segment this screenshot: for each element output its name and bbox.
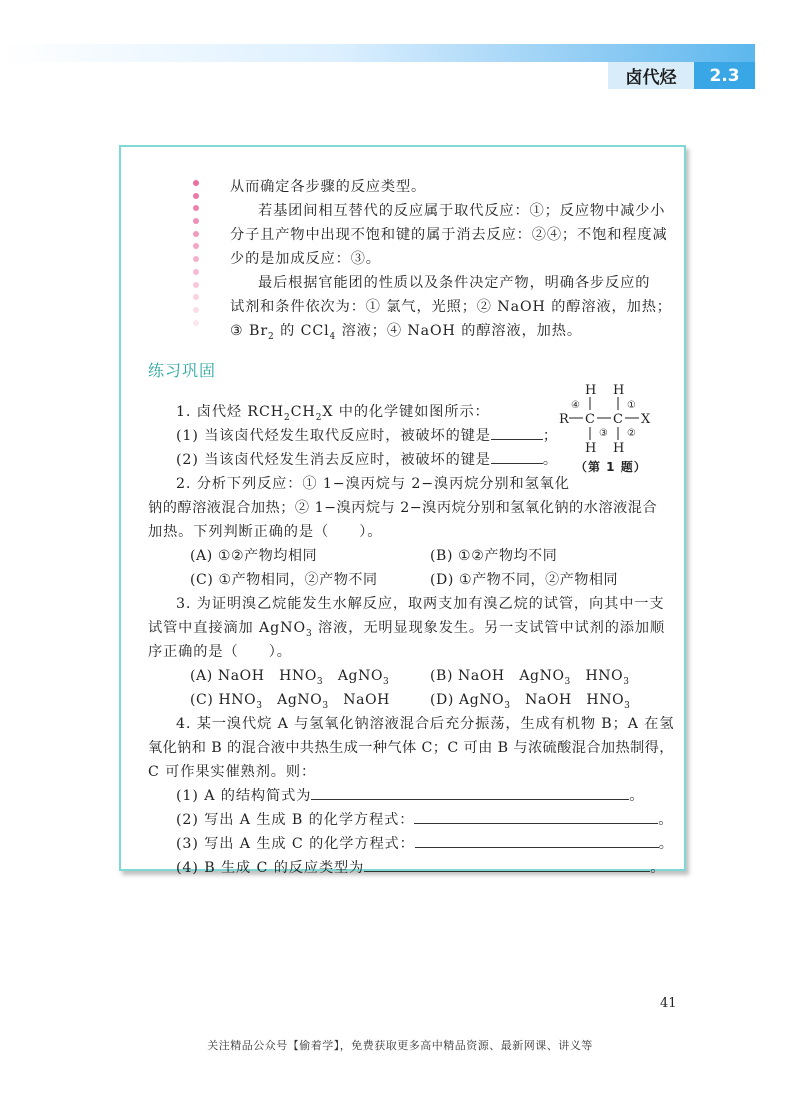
footer-note: 关注精品公众号【偷着学】，免费获取更多高中精品资源、最新网课、讲义等	[207, 1039, 593, 1052]
bond-number: ④	[571, 400, 580, 411]
question-3-line: 3. 为证明溴乙烷能发生水解反应，取两支加有溴乙烷的试管，向其中一支	[176, 596, 665, 612]
option-c[interactable]: (C) $HNO_3$ AgNO$_3$ NaOH	[190, 692, 390, 711]
question-1-stem: 1. 卤代烃 $RCH_2CH_2X$ 中的化学键如图所示：	[176, 404, 490, 423]
question-2-line: 2. 分析下列反应：① 1−溴丙烷与 2−溴丙烷分别和氢氧化	[176, 476, 570, 492]
question-4-part-3: (3) 写出 A 生成 C 的化学方程式： 。	[176, 832, 674, 856]
bond-number: ②	[627, 428, 636, 439]
option-a[interactable]: (A) ①②产物均相同	[190, 548, 318, 564]
question-4-line: C 可作果实催熟剂。则：	[148, 764, 317, 780]
answer-blank[interactable]	[414, 809, 658, 824]
panel-line: 少的是加成反应：③。	[230, 251, 381, 267]
atom-h: H	[613, 441, 625, 456]
question-1-part-1: (1) 当该卤代烃发生取代反应时，被破坏的键是 ；	[176, 424, 558, 448]
atom-h: H	[585, 383, 597, 398]
atom-c: C	[613, 412, 623, 427]
atom-x: X	[641, 412, 651, 427]
option-d[interactable]: (D) AgNO$_3$ NaOH $HNO_3$	[430, 692, 631, 711]
answer-blank[interactable]	[311, 785, 629, 800]
question-1-part-2: (2) 当该卤代烃发生消去反应时，被破坏的键是 。	[176, 448, 558, 472]
panel-line: 最后根据官能团的性质以及条件决定产物，明确各步反应的	[258, 275, 651, 291]
bond-number: ③	[599, 428, 608, 439]
panel-line: 分子且产物中出现不饱和键的属于消去反应：②④；不饱和程度减	[230, 227, 668, 243]
section-title: 练习巩固	[148, 361, 217, 380]
chapter-title: 卤代烃	[608, 62, 694, 89]
panel-line: ③ $Br_2$ 的 CCl$_4$ 溶液；④ NaOH 的醇溶液，加热。	[230, 323, 582, 342]
option-c[interactable]: (C) ①产物相同，②产物不同	[190, 572, 378, 588]
atom-r: R	[559, 412, 569, 427]
question-3-line: 试管中直接滴加 AgNO$_3$ 溶液，无明显现象发生。另一支试管中试剂的添加顺	[148, 620, 666, 639]
question-2-line: 钠的醇溶液混合加热；② 1−溴丙烷与 2−溴丙烷分别和氢氧化钠的水溶液混合	[148, 500, 658, 516]
option-b[interactable]: (B) ①②产物均不同	[430, 548, 558, 564]
panel-line: 若基团间相互替代的反应属于取代反应：①；反应物中减少小	[258, 203, 666, 219]
atom-h: H	[585, 441, 597, 456]
panel-line: 试剂和条件依次为：① 氯气，光照；② NaOH 的醇溶液，加热；	[230, 299, 672, 315]
page-number: 41	[660, 996, 677, 1011]
answer-blank[interactable]	[491, 449, 543, 464]
answer-blank[interactable]	[491, 425, 543, 440]
option-d[interactable]: (D) ①产物不同，②产物相同	[430, 572, 619, 588]
option-a[interactable]: (A) NaOH $HNO_3$ AgNO$_3$	[190, 668, 390, 687]
question-4-part-2: (2) 写出 A 生成 B 的化学方程式： 。	[176, 808, 673, 832]
question-4-part-1: (1) A 的结构简式为 。	[176, 784, 644, 808]
question-2-line: 加热。下列判断正确的是（ ）。	[148, 524, 383, 540]
answer-blank[interactable]	[364, 857, 650, 872]
bond-diagram	[555, 380, 665, 460]
chapter-header	[608, 62, 755, 89]
header-gradient-bar	[0, 44, 755, 62]
question-4-line: 氧化钠和 B 的混合液中共热生成一种气体 C；C 可由 B 与浓硫酸混合加热制得，	[148, 740, 674, 756]
answer-blank[interactable]	[415, 833, 659, 848]
question-3-line: 序正确的是（ ）。	[148, 644, 292, 660]
figure-caption: （第 1 题）	[575, 460, 647, 474]
bond-number: ①	[627, 400, 636, 411]
decorative-dots	[193, 180, 203, 332]
atom-h: H	[613, 383, 625, 398]
section-number: 2.3	[694, 62, 755, 89]
question-4-line: 4. 某一溴代烷 A 与氢氧化钠溶液混合后充分振荡，生成有机物 B；A 在氢	[176, 716, 675, 732]
atom-c: C	[585, 412, 595, 427]
option-b[interactable]: (B) NaOH AgNO$_3$ $HNO_3$	[430, 668, 630, 687]
panel-line: 从而确定各步骤的反应类型。	[230, 179, 427, 195]
question-4-part-4: (4) B 生成 C 的反应类型为 。	[176, 856, 665, 880]
